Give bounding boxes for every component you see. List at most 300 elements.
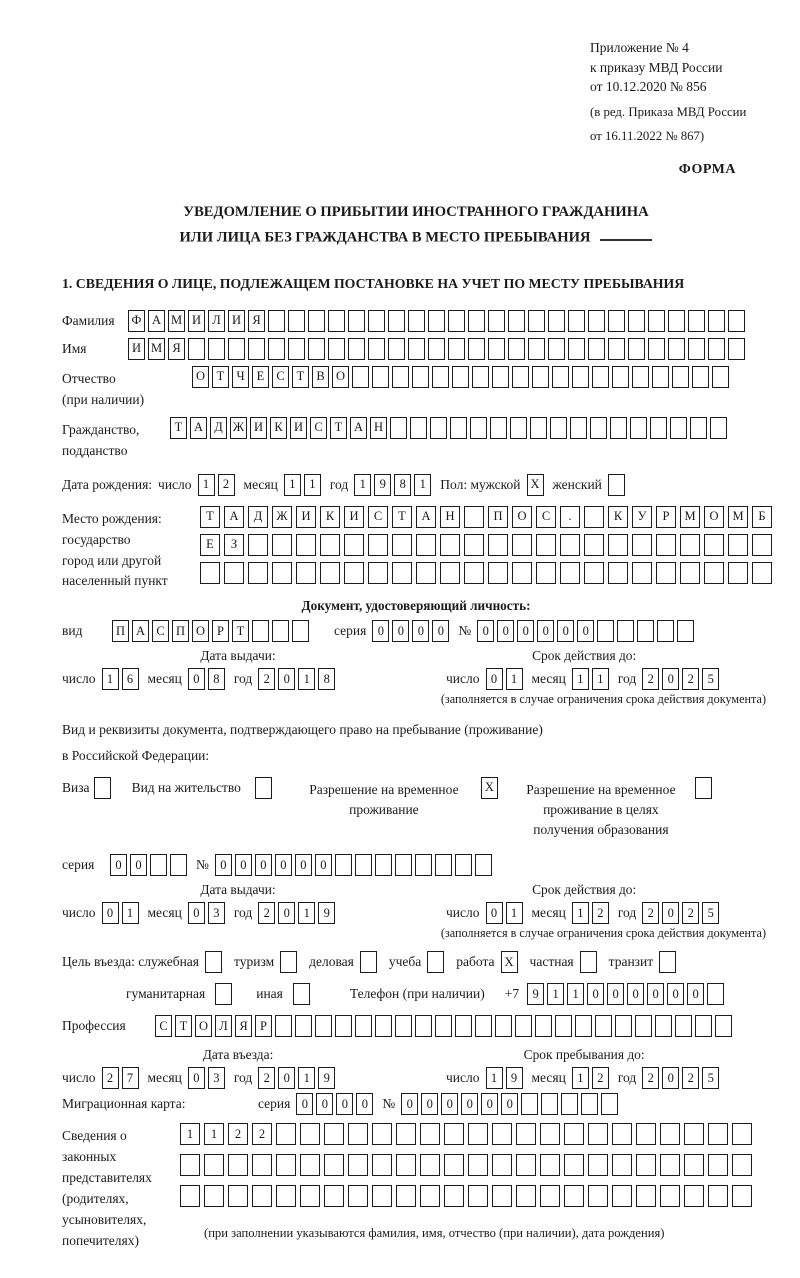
form-cell[interactable]: 1	[506, 902, 523, 924]
form-cell[interactable]: 0	[517, 620, 534, 642]
form-cell[interactable]	[320, 534, 340, 556]
form-cell[interactable]	[335, 1015, 352, 1037]
form-cell[interactable]	[170, 854, 187, 876]
form-cell[interactable]	[588, 1154, 608, 1176]
form-cell[interactable]	[597, 620, 614, 642]
form-cell[interactable]	[535, 1015, 552, 1037]
form-cell[interactable]	[636, 1123, 656, 1145]
form-cell[interactable]	[555, 1015, 572, 1037]
form-cell[interactable]	[680, 534, 700, 556]
form-cell[interactable]: К	[270, 417, 287, 439]
form-cell[interactable]	[328, 338, 345, 360]
form-cell[interactable]	[444, 1154, 464, 1176]
form-cell[interactable]	[395, 854, 412, 876]
form-cell[interactable]: 2	[102, 1067, 119, 1089]
form-cell[interactable]	[444, 1123, 464, 1145]
form-cell[interactable]	[508, 338, 525, 360]
form-cell[interactable]	[268, 310, 285, 332]
form-cell[interactable]	[632, 534, 652, 556]
form-cell[interactable]: 1	[180, 1123, 200, 1145]
form-cell[interactable]: О	[195, 1015, 212, 1037]
form-cell[interactable]: 1	[298, 1067, 315, 1089]
form-cell[interactable]	[440, 562, 460, 584]
form-cell[interactable]	[492, 1185, 512, 1207]
form-cell[interactable]	[472, 366, 489, 388]
form-cell[interactable]	[252, 620, 269, 642]
form-cell[interactable]	[584, 534, 604, 556]
form-cell[interactable]: А	[416, 506, 436, 528]
form-cell[interactable]: 2	[682, 902, 699, 924]
purpose-study-checkbox[interactable]	[427, 951, 444, 973]
form-cell[interactable]	[488, 534, 508, 556]
form-cell[interactable]: Т	[212, 366, 229, 388]
form-cell[interactable]: 8	[318, 668, 335, 690]
form-cell[interactable]	[390, 417, 407, 439]
form-cell[interactable]	[588, 338, 605, 360]
form-cell[interactable]: 0	[255, 854, 272, 876]
form-cell[interactable]	[684, 1154, 704, 1176]
form-cell[interactable]: 0	[461, 1093, 478, 1115]
form-cell[interactable]	[610, 417, 627, 439]
form-cell[interactable]: 0	[501, 1093, 518, 1115]
form-cell[interactable]: 5	[702, 668, 719, 690]
form-cell[interactable]	[372, 1123, 392, 1145]
form-cell[interactable]	[335, 854, 352, 876]
form-cell[interactable]	[396, 1185, 416, 1207]
form-cell[interactable]: 3	[208, 1067, 225, 1089]
form-cell[interactable]	[452, 366, 469, 388]
form-cell[interactable]	[657, 620, 674, 642]
purpose-transit-checkbox[interactable]	[659, 951, 676, 973]
form-cell[interactable]	[632, 562, 652, 584]
form-cell[interactable]	[464, 534, 484, 556]
form-cell[interactable]	[455, 854, 472, 876]
form-cell[interactable]	[292, 620, 309, 642]
form-cell[interactable]: 1	[204, 1123, 224, 1145]
form-cell[interactable]: Д	[248, 506, 268, 528]
form-cell[interactable]	[468, 310, 485, 332]
form-cell[interactable]: Т	[330, 417, 347, 439]
form-cell[interactable]: 0	[372, 620, 389, 642]
form-cell[interactable]: Б	[752, 506, 772, 528]
form-cell[interactable]: О	[332, 366, 349, 388]
form-cell[interactable]	[188, 338, 205, 360]
form-cell[interactable]: 9	[318, 902, 335, 924]
form-cell[interactable]	[470, 417, 487, 439]
form-cell[interactable]	[564, 1185, 584, 1207]
form-cell[interactable]	[608, 310, 625, 332]
temp-residence-checkbox[interactable]: X	[481, 777, 498, 799]
form-cell[interactable]	[324, 1123, 344, 1145]
form-cell[interactable]	[348, 1185, 368, 1207]
form-cell[interactable]: К	[608, 506, 628, 528]
form-cell[interactable]	[516, 1185, 536, 1207]
purpose-business-checkbox[interactable]	[360, 951, 377, 973]
form-cell[interactable]: Ж	[272, 506, 292, 528]
form-cell[interactable]	[392, 366, 409, 388]
form-cell[interactable]: 0	[441, 1093, 458, 1115]
form-cell[interactable]	[704, 562, 724, 584]
form-cell[interactable]	[660, 1185, 680, 1207]
form-cell[interactable]: 0	[188, 668, 205, 690]
form-cell[interactable]	[608, 562, 628, 584]
form-cell[interactable]	[200, 562, 220, 584]
form-cell[interactable]: Я	[168, 338, 185, 360]
form-cell[interactable]	[296, 534, 316, 556]
form-cell[interactable]	[540, 1123, 560, 1145]
form-cell[interactable]: 2	[258, 902, 275, 924]
form-cell[interactable]: 0	[401, 1093, 418, 1115]
form-cell[interactable]	[510, 417, 527, 439]
form-cell[interactable]: 0	[316, 1093, 333, 1115]
form-cell[interactable]	[704, 534, 724, 556]
form-cell[interactable]: 0	[577, 620, 594, 642]
form-cell[interactable]: 0	[130, 854, 147, 876]
form-cell[interactable]	[732, 1185, 752, 1207]
form-cell[interactable]: О	[704, 506, 724, 528]
form-cell[interactable]	[560, 534, 580, 556]
form-cell[interactable]	[668, 310, 685, 332]
form-cell[interactable]: Н	[440, 506, 460, 528]
form-cell[interactable]	[228, 1185, 248, 1207]
form-cell[interactable]: С	[368, 506, 388, 528]
form-cell[interactable]	[432, 366, 449, 388]
form-cell[interactable]: 8	[208, 668, 225, 690]
form-cell[interactable]	[428, 338, 445, 360]
form-cell[interactable]	[344, 534, 364, 556]
form-cell[interactable]	[632, 366, 649, 388]
form-cell[interactable]	[492, 1123, 512, 1145]
form-cell[interactable]: 2	[682, 668, 699, 690]
form-cell[interactable]: П	[488, 506, 508, 528]
form-cell[interactable]	[512, 366, 529, 388]
form-cell[interactable]	[728, 562, 748, 584]
form-cell[interactable]: М	[148, 338, 165, 360]
form-cell[interactable]: 0	[421, 1093, 438, 1115]
form-cell[interactable]: 1	[506, 668, 523, 690]
form-cell[interactable]: 0	[278, 1067, 295, 1089]
form-cell[interactable]	[495, 1015, 512, 1037]
form-cell[interactable]	[488, 562, 508, 584]
form-cell[interactable]: 1	[198, 474, 215, 496]
form-cell[interactable]	[412, 366, 429, 388]
purpose-other-checkbox[interactable]	[293, 983, 310, 1005]
form-cell[interactable]: 1	[304, 474, 321, 496]
form-cell[interactable]: М	[728, 506, 748, 528]
form-cell[interactable]: 2	[218, 474, 235, 496]
form-cell[interactable]	[224, 562, 244, 584]
purpose-private-checkbox[interactable]	[580, 951, 597, 973]
form-cell[interactable]	[355, 854, 372, 876]
form-cell[interactable]	[300, 1154, 320, 1176]
form-cell[interactable]: П	[172, 620, 189, 642]
form-cell[interactable]: 9	[506, 1067, 523, 1089]
visa-checkbox[interactable]	[94, 777, 111, 799]
form-cell[interactable]: И	[128, 338, 145, 360]
form-cell[interactable]: 1	[572, 902, 589, 924]
form-cell[interactable]	[368, 562, 388, 584]
form-cell[interactable]: 2	[642, 1067, 659, 1089]
form-cell[interactable]: 0	[662, 902, 679, 924]
form-cell[interactable]: 2	[642, 902, 659, 924]
form-cell[interactable]	[415, 854, 432, 876]
form-cell[interactable]: Е	[252, 366, 269, 388]
form-cell[interactable]	[348, 1154, 368, 1176]
form-cell[interactable]	[348, 338, 365, 360]
form-cell[interactable]	[668, 338, 685, 360]
form-cell[interactable]: 1	[298, 668, 315, 690]
form-cell[interactable]	[272, 534, 292, 556]
form-cell[interactable]	[392, 534, 412, 556]
form-cell[interactable]	[308, 338, 325, 360]
form-cell[interactable]	[328, 310, 345, 332]
form-cell[interactable]: С	[310, 417, 327, 439]
form-cell[interactable]	[228, 1154, 248, 1176]
form-cell[interactable]	[548, 310, 565, 332]
form-cell[interactable]	[728, 310, 745, 332]
form-cell[interactable]	[208, 338, 225, 360]
form-cell[interactable]	[635, 1015, 652, 1037]
form-cell[interactable]	[608, 338, 625, 360]
form-cell[interactable]	[708, 1185, 728, 1207]
form-cell[interactable]	[588, 310, 605, 332]
form-cell[interactable]: О	[192, 366, 209, 388]
form-cell[interactable]	[368, 534, 388, 556]
form-cell[interactable]	[528, 310, 545, 332]
form-cell[interactable]: И	[344, 506, 364, 528]
form-cell[interactable]: Я	[248, 310, 265, 332]
form-cell[interactable]: Н	[370, 417, 387, 439]
form-cell[interactable]	[464, 562, 484, 584]
form-cell[interactable]	[416, 562, 436, 584]
purpose-work-checkbox[interactable]: X	[501, 951, 518, 973]
form-cell[interactable]	[276, 1185, 296, 1207]
form-cell[interactable]	[396, 1123, 416, 1145]
form-cell[interactable]: А	[350, 417, 367, 439]
form-cell[interactable]: Т	[232, 620, 249, 642]
form-cell[interactable]: 1	[592, 668, 609, 690]
form-cell[interactable]	[564, 1154, 584, 1176]
form-cell[interactable]: 6	[122, 668, 139, 690]
form-cell[interactable]	[550, 417, 567, 439]
form-cell[interactable]: П	[112, 620, 129, 642]
form-cell[interactable]	[568, 338, 585, 360]
form-cell[interactable]: С	[536, 506, 556, 528]
form-cell[interactable]: Р	[255, 1015, 272, 1037]
form-cell[interactable]: М	[168, 310, 185, 332]
form-cell[interactable]: И	[228, 310, 245, 332]
form-cell[interactable]: И	[250, 417, 267, 439]
form-cell[interactable]: З	[224, 534, 244, 556]
form-cell[interactable]	[708, 1154, 728, 1176]
form-cell[interactable]	[532, 366, 549, 388]
form-cell[interactable]	[536, 562, 556, 584]
form-cell[interactable]: 2	[592, 902, 609, 924]
form-cell[interactable]	[684, 1185, 704, 1207]
form-cell[interactable]: С	[155, 1015, 172, 1037]
form-cell[interactable]	[276, 1123, 296, 1145]
form-cell[interactable]	[276, 1154, 296, 1176]
form-cell[interactable]	[712, 366, 729, 388]
form-cell[interactable]	[448, 338, 465, 360]
form-cell[interactable]	[375, 854, 392, 876]
form-cell[interactable]	[752, 562, 772, 584]
form-cell[interactable]	[637, 620, 654, 642]
form-cell[interactable]: Ж	[230, 417, 247, 439]
form-cell[interactable]	[488, 310, 505, 332]
form-cell[interactable]	[588, 1185, 608, 1207]
form-cell[interactable]	[248, 534, 268, 556]
form-cell[interactable]	[488, 338, 505, 360]
form-cell[interactable]	[536, 534, 556, 556]
form-cell[interactable]	[288, 338, 305, 360]
form-cell[interactable]: С	[152, 620, 169, 642]
form-cell[interactable]: 0	[497, 620, 514, 642]
sex-male-checkbox[interactable]: X	[527, 474, 544, 496]
form-cell[interactable]	[728, 338, 745, 360]
form-cell[interactable]: 1	[354, 474, 371, 496]
form-cell[interactable]: 1	[102, 668, 119, 690]
form-cell[interactable]	[288, 310, 305, 332]
form-cell[interactable]: 0	[412, 620, 429, 642]
form-cell[interactable]	[552, 366, 569, 388]
form-cell[interactable]: 0	[647, 983, 664, 1005]
form-cell[interactable]	[180, 1154, 200, 1176]
form-cell[interactable]	[732, 1123, 752, 1145]
form-cell[interactable]: 0	[296, 1093, 313, 1115]
form-cell[interactable]	[352, 366, 369, 388]
form-cell[interactable]	[564, 1123, 584, 1145]
form-cell[interactable]	[588, 1123, 608, 1145]
form-cell[interactable]	[708, 1123, 728, 1145]
form-cell[interactable]	[475, 1015, 492, 1037]
form-cell[interactable]: 5	[702, 1067, 719, 1089]
form-cell[interactable]	[355, 1015, 372, 1037]
form-cell[interactable]	[490, 417, 507, 439]
form-cell[interactable]	[324, 1154, 344, 1176]
form-cell[interactable]	[420, 1123, 440, 1145]
form-cell[interactable]: Ч	[232, 366, 249, 388]
form-cell[interactable]	[415, 1015, 432, 1037]
residence-permit-checkbox[interactable]	[255, 777, 272, 799]
form-cell[interactable]	[540, 1154, 560, 1176]
form-cell[interactable]	[272, 562, 292, 584]
form-cell[interactable]	[628, 338, 645, 360]
form-cell[interactable]	[612, 1154, 632, 1176]
form-cell[interactable]	[228, 338, 245, 360]
form-cell[interactable]: 2	[228, 1123, 248, 1145]
form-cell[interactable]	[435, 1015, 452, 1037]
form-cell[interactable]	[252, 1185, 272, 1207]
form-cell[interactable]: 1	[298, 902, 315, 924]
form-cell[interactable]: Т	[200, 506, 220, 528]
form-cell[interactable]	[617, 620, 634, 642]
form-cell[interactable]	[707, 983, 724, 1005]
form-cell[interactable]	[652, 366, 669, 388]
form-cell[interactable]: 0	[392, 620, 409, 642]
form-cell[interactable]	[708, 338, 725, 360]
purpose-official-checkbox[interactable]	[205, 951, 222, 973]
form-cell[interactable]: М	[680, 506, 700, 528]
form-cell[interactable]	[440, 534, 460, 556]
form-cell[interactable]	[636, 1185, 656, 1207]
form-cell[interactable]: 0	[687, 983, 704, 1005]
form-cell[interactable]	[420, 1154, 440, 1176]
form-cell[interactable]: В	[312, 366, 329, 388]
form-cell[interactable]	[308, 310, 325, 332]
form-cell[interactable]	[710, 417, 727, 439]
form-cell[interactable]	[444, 1185, 464, 1207]
form-cell[interactable]	[150, 854, 167, 876]
form-cell[interactable]: 0	[662, 1067, 679, 1089]
form-cell[interactable]	[388, 338, 405, 360]
form-cell[interactable]	[248, 562, 268, 584]
form-cell[interactable]	[492, 1154, 512, 1176]
form-cell[interactable]: 0	[356, 1093, 373, 1115]
form-cell[interactable]: Т	[175, 1015, 192, 1037]
form-cell[interactable]	[612, 1185, 632, 1207]
form-cell[interactable]	[548, 338, 565, 360]
form-cell[interactable]	[695, 1015, 712, 1037]
form-cell[interactable]	[675, 1015, 692, 1037]
form-cell[interactable]	[692, 366, 709, 388]
form-cell[interactable]	[388, 310, 405, 332]
form-cell[interactable]	[581, 1093, 598, 1115]
form-cell[interactable]	[430, 417, 447, 439]
form-cell[interactable]	[528, 338, 545, 360]
form-cell[interactable]: 2	[258, 1067, 275, 1089]
form-cell[interactable]: О	[512, 506, 532, 528]
form-cell[interactable]: Т	[292, 366, 309, 388]
form-cell[interactable]: А	[132, 620, 149, 642]
form-cell[interactable]: 1	[284, 474, 301, 496]
form-cell[interactable]	[608, 534, 628, 556]
form-cell[interactable]	[512, 562, 532, 584]
form-cell[interactable]	[296, 562, 316, 584]
form-cell[interactable]	[512, 534, 532, 556]
form-cell[interactable]	[732, 1154, 752, 1176]
form-cell[interactable]: .	[560, 506, 580, 528]
form-cell[interactable]	[375, 1015, 392, 1037]
form-cell[interactable]	[372, 1185, 392, 1207]
form-cell[interactable]: 1	[547, 983, 564, 1005]
form-cell[interactable]	[648, 338, 665, 360]
form-cell[interactable]	[615, 1015, 632, 1037]
form-cell[interactable]: О	[192, 620, 209, 642]
form-cell[interactable]: 7	[122, 1067, 139, 1089]
form-cell[interactable]	[372, 366, 389, 388]
form-cell[interactable]	[392, 562, 412, 584]
form-cell[interactable]	[752, 534, 772, 556]
form-cell[interactable]	[268, 338, 285, 360]
form-cell[interactable]	[396, 1154, 416, 1176]
form-cell[interactable]: А	[148, 310, 165, 332]
form-cell[interactable]: Е	[200, 534, 220, 556]
form-cell[interactable]: Ф	[128, 310, 145, 332]
form-cell[interactable]	[468, 1123, 488, 1145]
form-cell[interactable]	[672, 366, 689, 388]
form-cell[interactable]: 0	[627, 983, 644, 1005]
form-cell[interactable]	[515, 1015, 532, 1037]
form-cell[interactable]	[584, 506, 604, 528]
form-cell[interactable]	[420, 1185, 440, 1207]
form-cell[interactable]	[300, 1185, 320, 1207]
form-cell[interactable]: 0	[275, 854, 292, 876]
form-cell[interactable]	[568, 310, 585, 332]
form-cell[interactable]	[688, 338, 705, 360]
form-cell[interactable]	[204, 1185, 224, 1207]
form-cell[interactable]	[521, 1093, 538, 1115]
